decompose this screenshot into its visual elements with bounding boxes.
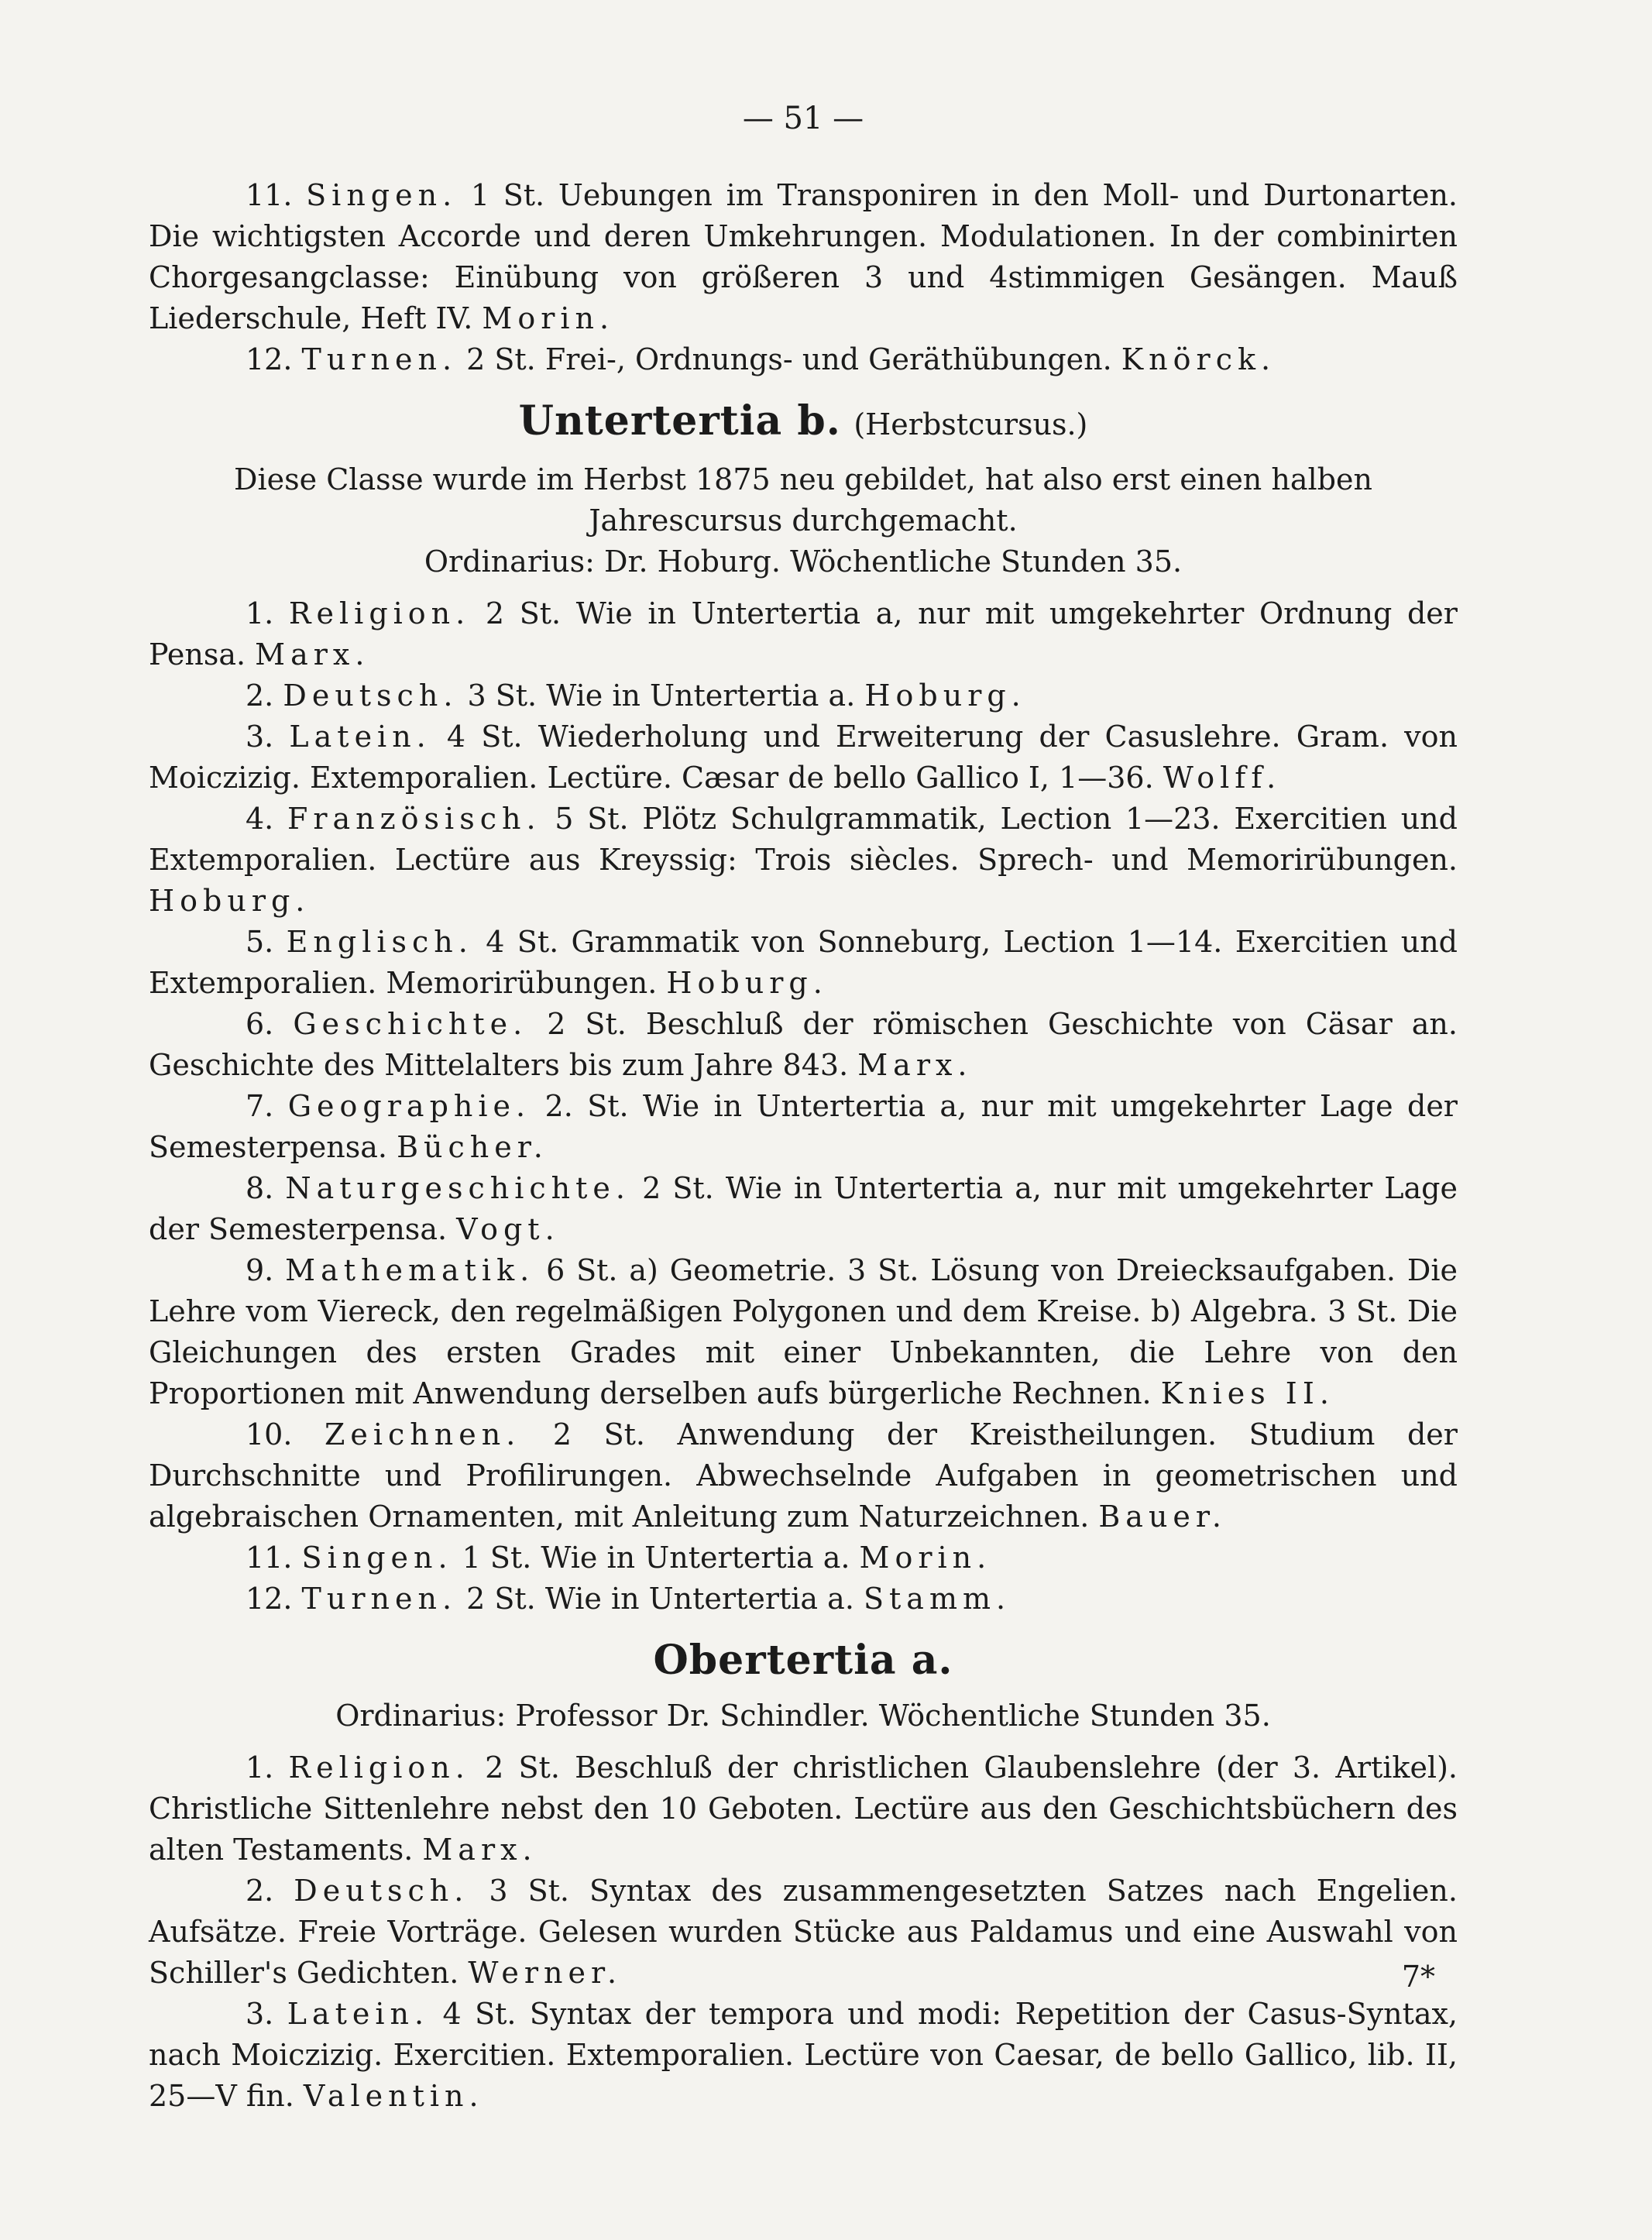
document-page [149,101,1458,2117]
section-title: Untertertia b. [518,397,841,445]
list-item: 4. Französisch. 5 St. Plötz Schulgrammatik, Lection 1—23. Exercitien und Extemporalien. Lectüre aus Kreyssig: Trois siècles. Sprech- und Memorirübungen. Hoburg. [149,802,1458,918]
list-item: 12. Turnen. 2 St. Frei-, Ordnungs- und Geräthübungen. Knörck. [246,342,1276,376]
list-item: 8. Naturgeschichte. 2 St. Wie in Untertertia a, nur mit umgekehrter Lage der Semesterpensa. Vogt. [149,1171,1458,1246]
list-item: 7. Geographie. 2. St. Wie in Untertertia a, nur mit umgekehrter Lage der Semesterpensa. Bücher. [149,1089,1458,1164]
list-item: 10. Zeichnen. 2 St. Anwendung der Kreistheilungen. Studium der Durchschnitte und Profilirungen. Abwechselnde Aufgaben in geometrischen und algebraischen Ornamenten, mit Anleitung zum Naturzeichnen. Bauer. [149,1417,1458,1534]
list-item: 11. Singen. 1 St. Wie in Untertertia a. Morin. [246,1541,992,1575]
ordinarius-line: Ordinarius: Dr. Hoburg. Wöchentliche Stunden 35. [424,545,1183,579]
list-item: 2. Deutsch. 3 St. Wie in Untertertia a. Hoburg. [246,679,1026,713]
ordinarius-line: Ordinarius: Professor Dr. Schindler. Wöchentliche Stunden 35. [335,1699,1271,1733]
page-number: — 51 — [742,101,864,136]
list-item: 3. Latein. 4 St. Syntax der tempora und modi: Repetition der Casus-Syntax, nach Moiczizig. Exercitien. Extemporalien. Lectüre von Caesar, de bello Gallico, lib. II, 25—V fin. Valentin. [149,1997,1458,2113]
list-item: 1. Religion. 2 St. Beschluß der christlichen Glaubenslehre (der 3. Artikel). Christliche Sittenlehre nebst den 10 Geboten. Lectüre aus den Geschichtsbüchern des alten Testaments. Marx. [149,1750,1458,1867]
section1-items [149,593,1458,1620]
list-item: 3. Latein. 4 St. Wiederholung und Erweiterung der Casuslehre. Gram. von Moiczizig. Extemporalien. Lectüre. Cæsar de bello Gallico I, 1—36. Wolff. [149,720,1458,795]
list-item: 2. Deutsch. 3 St. Syntax des zusammengesetzten Satzes nach Engelien. Aufsätze. Freie Vorträge. Gelesen wurden Stücke aus Paldamus und eine Auswahl von Schiller's Gedichten. Werner. [149,1874,1458,1990]
top-items [149,175,1458,380]
list-item: 9. Mathematik. 6 St. a) Geometrie. 3 St. Lösung von Dreiecksaufgaben. Die Lehre vom Viereck, den regelmäßigen Polygonen und dem Kreise. b) Algebra. 3 St. Die Gleichungen des ersten Grades mit einer Unbekannten, die Lehre von den Proportionen mit Anwendung derselben aufs bürgerliche Rechnen. Knies II. [149,1253,1458,1410]
list-item: 6. Geschichte. 2 St. Beschluß der römischen Geschichte von Cäsar an. Geschichte des Mittelalters bis zum Jahre 843. Marx. [149,1007,1458,1082]
section2-items [149,1747,1458,2117]
section-subtitle: (Herbstcursus.) [853,407,1088,441]
signature-mark: 7* [1401,1960,1435,1994]
list-item: 5. Englisch. 4 St. Grammatik von Sonneburg, Lection 1—14. Exercitien und Extemporalien. Memorirübungen. Hoburg. [149,925,1458,1000]
section-title: Obertertia a. [653,1637,953,1684]
list-item: 1. Religion. 2 St. Wie in Untertertia a, nur mit umgekehrter Ordnung der Pensa. Marx. [149,596,1458,672]
section-intro: Diese Classe wurde im Herbst 1875 neu gebildet, hat also erst einen halben Jahrescursus durchgemacht. [234,462,1372,538]
section-heading [149,1634,1458,1688]
list-item: 12. Turnen. 2 St. Wie in Untertertia a. Stamm. [246,1582,1011,1616]
section-heading [149,394,1458,452]
list-item: 11. Singen. 1 St. Uebungen im Transponiren in den Moll- und Durtonarten. Die wichtigsten Accorde und deren Umkehrungen. Modulationen. In der combinirten Chorgesangclasse: Einübung von größeren 3 und 4stimmigen Gesängen. Mauß Liederschule, Heft IV. Morin. [149,178,1458,335]
